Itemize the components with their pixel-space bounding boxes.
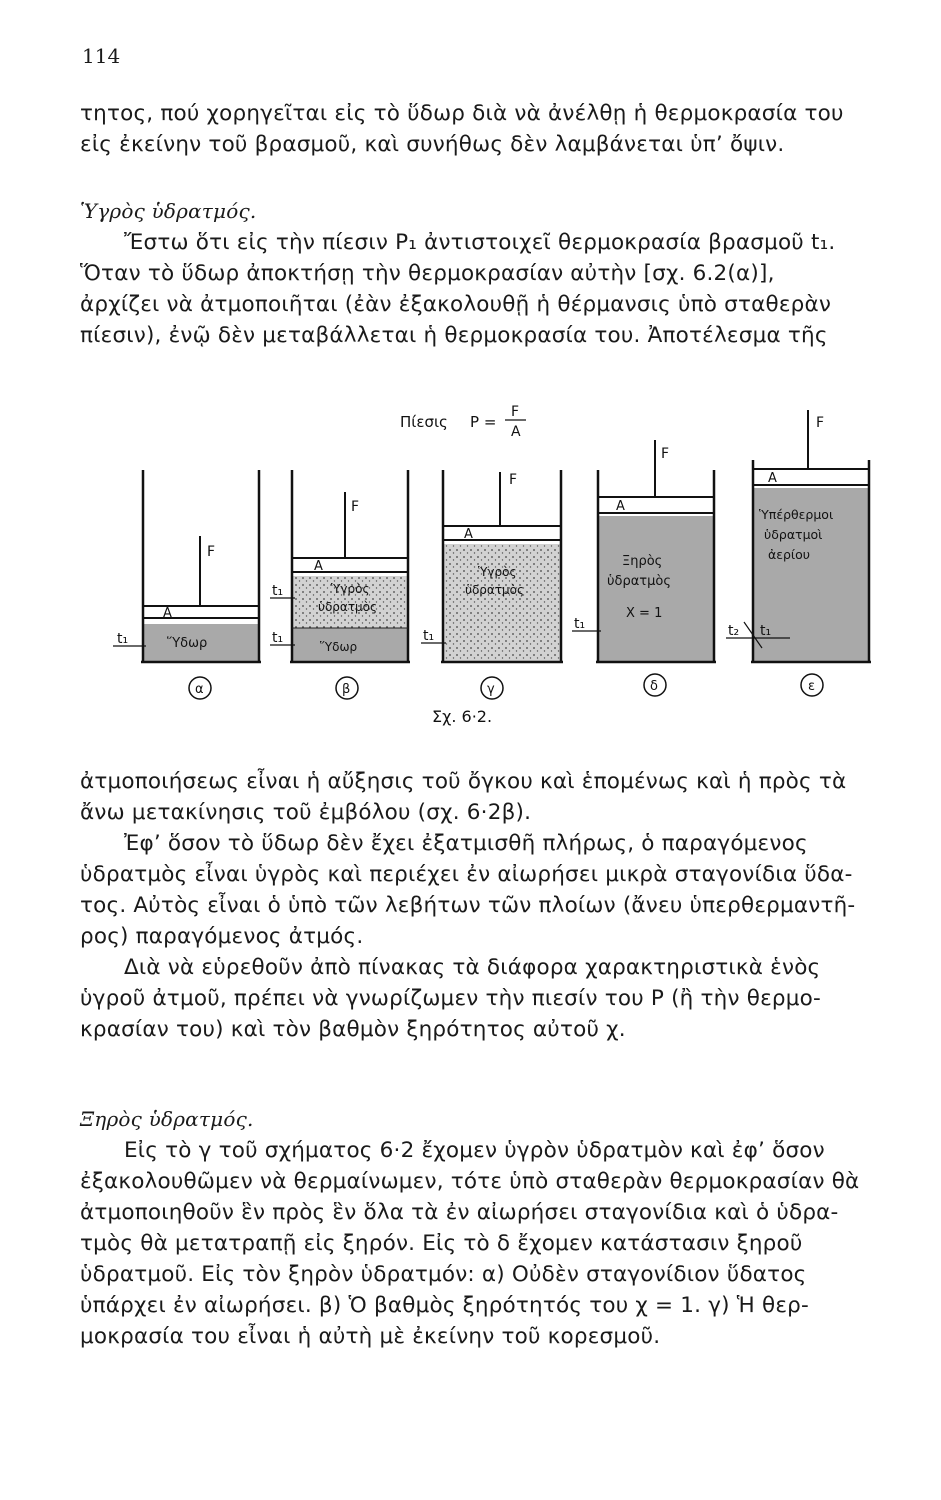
text-line: Διὰ νὰ εὑρεθοῦν ἀπὸ πίνακας τὰ διάφορα χαρακτηριστικὰ ἑνὸς <box>124 955 821 980</box>
piston-label: A <box>163 606 172 621</box>
text-line: μοκρασία του εἶναι ἡ αὐτὴ μὲ ἐκείνην τοῦ κορεσμοῦ. <box>80 1324 661 1349</box>
piston-label: A <box>616 499 625 514</box>
force-label: F <box>351 499 360 515</box>
wet-steam-label: Ὑγρὸς <box>331 582 370 596</box>
piston-label: A <box>768 471 777 486</box>
water-label: Ὕδωρ <box>320 640 358 654</box>
cylinder-epsilon <box>726 410 871 696</box>
text-line: Ἔστω ὅτι εἰς τὴν πίεσιν P₁ ἀντιστοιχεῖ θερμοκρασία βρασμοῦ t₁. <box>124 230 836 255</box>
text-line: Ἐφ’ ὅσον τὸ ὕδωρ δὲν ἔχει ἐξατμισθῆ πλήρως, ὁ παραγόμενος <box>124 831 808 856</box>
formula-lhs: P = <box>470 413 497 431</box>
temp-label: t₁ <box>272 630 284 646</box>
text-line: ὑδρατμοῦ. Εἰς τὸν ξηρὸν ὑδρατμόν: α) Οὐδὲν σταγονίδιον ὕδατος <box>80 1262 807 1287</box>
temp-label: t₁ <box>117 631 129 647</box>
piston <box>443 526 561 540</box>
text-line: κρασίαν του) καὶ τὸν βαθμὸν ξηρότητος αὐτοῦ χ. <box>80 1017 626 1042</box>
heading-dry-steam: Ξηρὸς ὑδρατμός. <box>80 1107 254 1131</box>
piston-label: A <box>464 527 473 542</box>
wet-steam-label: Ὑγρὸς <box>478 565 517 579</box>
panel-label-alpha: α <box>195 682 204 697</box>
cylinder-alpha <box>113 470 261 699</box>
section-dry-steam <box>80 1104 910 1352</box>
temp-label: t₂ <box>728 623 740 639</box>
temp-label: t₁ <box>423 628 435 644</box>
text-line: ρος) παραγόμενος ἀτμός. <box>80 924 364 949</box>
text-line: ἀτμοποιηθοῦν ἓν πρὸς ἓν ὅλα τὰ ἐν αἰωρήσει σταγονίδια καὶ ὁ ὑδρα- <box>80 1200 839 1225</box>
text-line: Ὅταν τὸ ὕδωρ ἀποκτήσῃ τὴν θερμοκρασίαν αὐτὴν [σχ. 6.2(α)], <box>80 261 775 286</box>
piston <box>292 558 408 572</box>
text-line: ὑγροῦ ἀτμοῦ, πρέπει νὰ γνωρίζωμεν τὴν πιεσίν του P (ἢ τὴν θερμο- <box>80 986 821 1011</box>
panel-label-gamma: γ <box>487 682 495 697</box>
text-line: τος. Αὐτὸς εἶναι ὁ ὑπὸ τῶν λεβήτων τῶν πλοίων (ἄνευ ὑπερθερμαντῆ- <box>80 893 856 918</box>
text-line: ὑδρατμὸς εἶναι ὑγρὸς καὶ περιέχει ἐν αἰωρήσει μικρὰ σταγονίδια ὕδα- <box>80 862 853 887</box>
text-line: ἐξακολουθῶμεν νὰ θερμαίνωμεν, τότε ὑπὸ σταθερὰν θερμοκρασίαν θὰ <box>80 1169 860 1194</box>
text-line: τητος, πού χορηγεῖται εἰς τὸ ὕδωρ διὰ νὰ ἀνέλθῃ ἡ θερμοκρασία του <box>80 101 844 126</box>
dry-steam-fill <box>598 516 714 662</box>
figure-caption: Σχ. 6·2. <box>432 707 493 726</box>
dryness-label: X = 1 <box>626 606 663 621</box>
paragraph-top <box>80 98 910 160</box>
superheated-label: ὑδρατμοὶ <box>764 527 823 542</box>
panel-label-delta: δ <box>650 679 658 694</box>
dry-steam-label: ὑδρατμὸς <box>607 574 671 589</box>
formula-numerator: F <box>511 404 520 420</box>
dry-steam-label: Ξηρὸς <box>622 554 663 569</box>
temp-label: t₁ <box>574 616 586 632</box>
text-line: τμὸς θὰ μετατραπῇ εἰς ξηρόν. Εἰς τὸ δ ἔχομεν κατάστασιν ξηροῦ <box>80 1231 803 1256</box>
page-number: 114 <box>82 44 121 68</box>
force-label: F <box>816 415 825 431</box>
cylinder-delta <box>572 440 716 696</box>
force-label: F <box>661 446 670 462</box>
temp-label: t₁ <box>272 583 284 599</box>
wet-steam-fill <box>443 544 561 662</box>
force-label: F <box>509 472 518 488</box>
text-line: ἀρχίζει νὰ ἀτμοποιῆται (ἐὰν ἐξακολουθῇ ἡ θέρμανσις ὑπὸ σταθερὰν <box>80 292 832 317</box>
superheated-label: ἀερίου <box>768 547 811 562</box>
panel-label-epsilon: ε <box>808 679 816 694</box>
force-label: F <box>207 544 216 560</box>
figure-6-2 <box>0 380 941 750</box>
text-line: πίεσιν), ἐνῷ δὲν μεταβάλλεται ἡ θερμοκρασία του. Ἀποτέλεσμα τῆς <box>80 323 828 348</box>
text-line: ἄνω μετακίνησις τοῦ ἐμβόλου (σχ. 6·2β). <box>80 800 532 825</box>
pressure-label: Πίεσις <box>400 413 448 431</box>
text-line: ὑπάρχει ἐν αἰωρήσει. β) Ὁ βαθμὸς ξηρότητός του χ = 1. γ) Ἡ θερ- <box>80 1293 809 1318</box>
water-label: Ὕδωρ <box>167 636 208 651</box>
text-line: ἀτμοποιήσεως εἶναι ἡ αὔξησις τοῦ ὄγκου καὶ ἑπομένως καὶ ἡ πρὸς τὰ <box>80 769 847 794</box>
piston-label: A <box>314 559 323 574</box>
text-line: Εἰς τὸ γ τοῦ σχήματος 6·2 ἔχομεν ὑγρὸν ὑδρατμὸν καὶ ἐφ’ ὅσον <box>124 1138 825 1163</box>
formula-denominator: A <box>511 424 521 440</box>
cylinder-gamma <box>421 470 563 699</box>
superheated-label: Ὑπέρθερμοι <box>759 507 834 522</box>
text-line: εἰς ἐκείνην τοῦ βρασμοῦ, καὶ συνήθως δὲν λαμβάνεται ὑπ’ ὄψιν. <box>80 132 785 157</box>
cylinder-beta <box>270 470 410 699</box>
piston <box>143 606 259 618</box>
wet-steam-label: ὑδρατμὸς <box>318 600 378 614</box>
section-wet-steam <box>80 196 910 351</box>
heading-wet-steam: Ὑγρὸς ὑδρατμός. <box>80 199 257 223</box>
paragraph-after-figure <box>80 766 910 1045</box>
panel-label-beta: β <box>342 682 351 697</box>
temp-label: t₁ <box>760 623 772 639</box>
wet-steam-label: ὑδρατμὸς <box>465 583 525 597</box>
